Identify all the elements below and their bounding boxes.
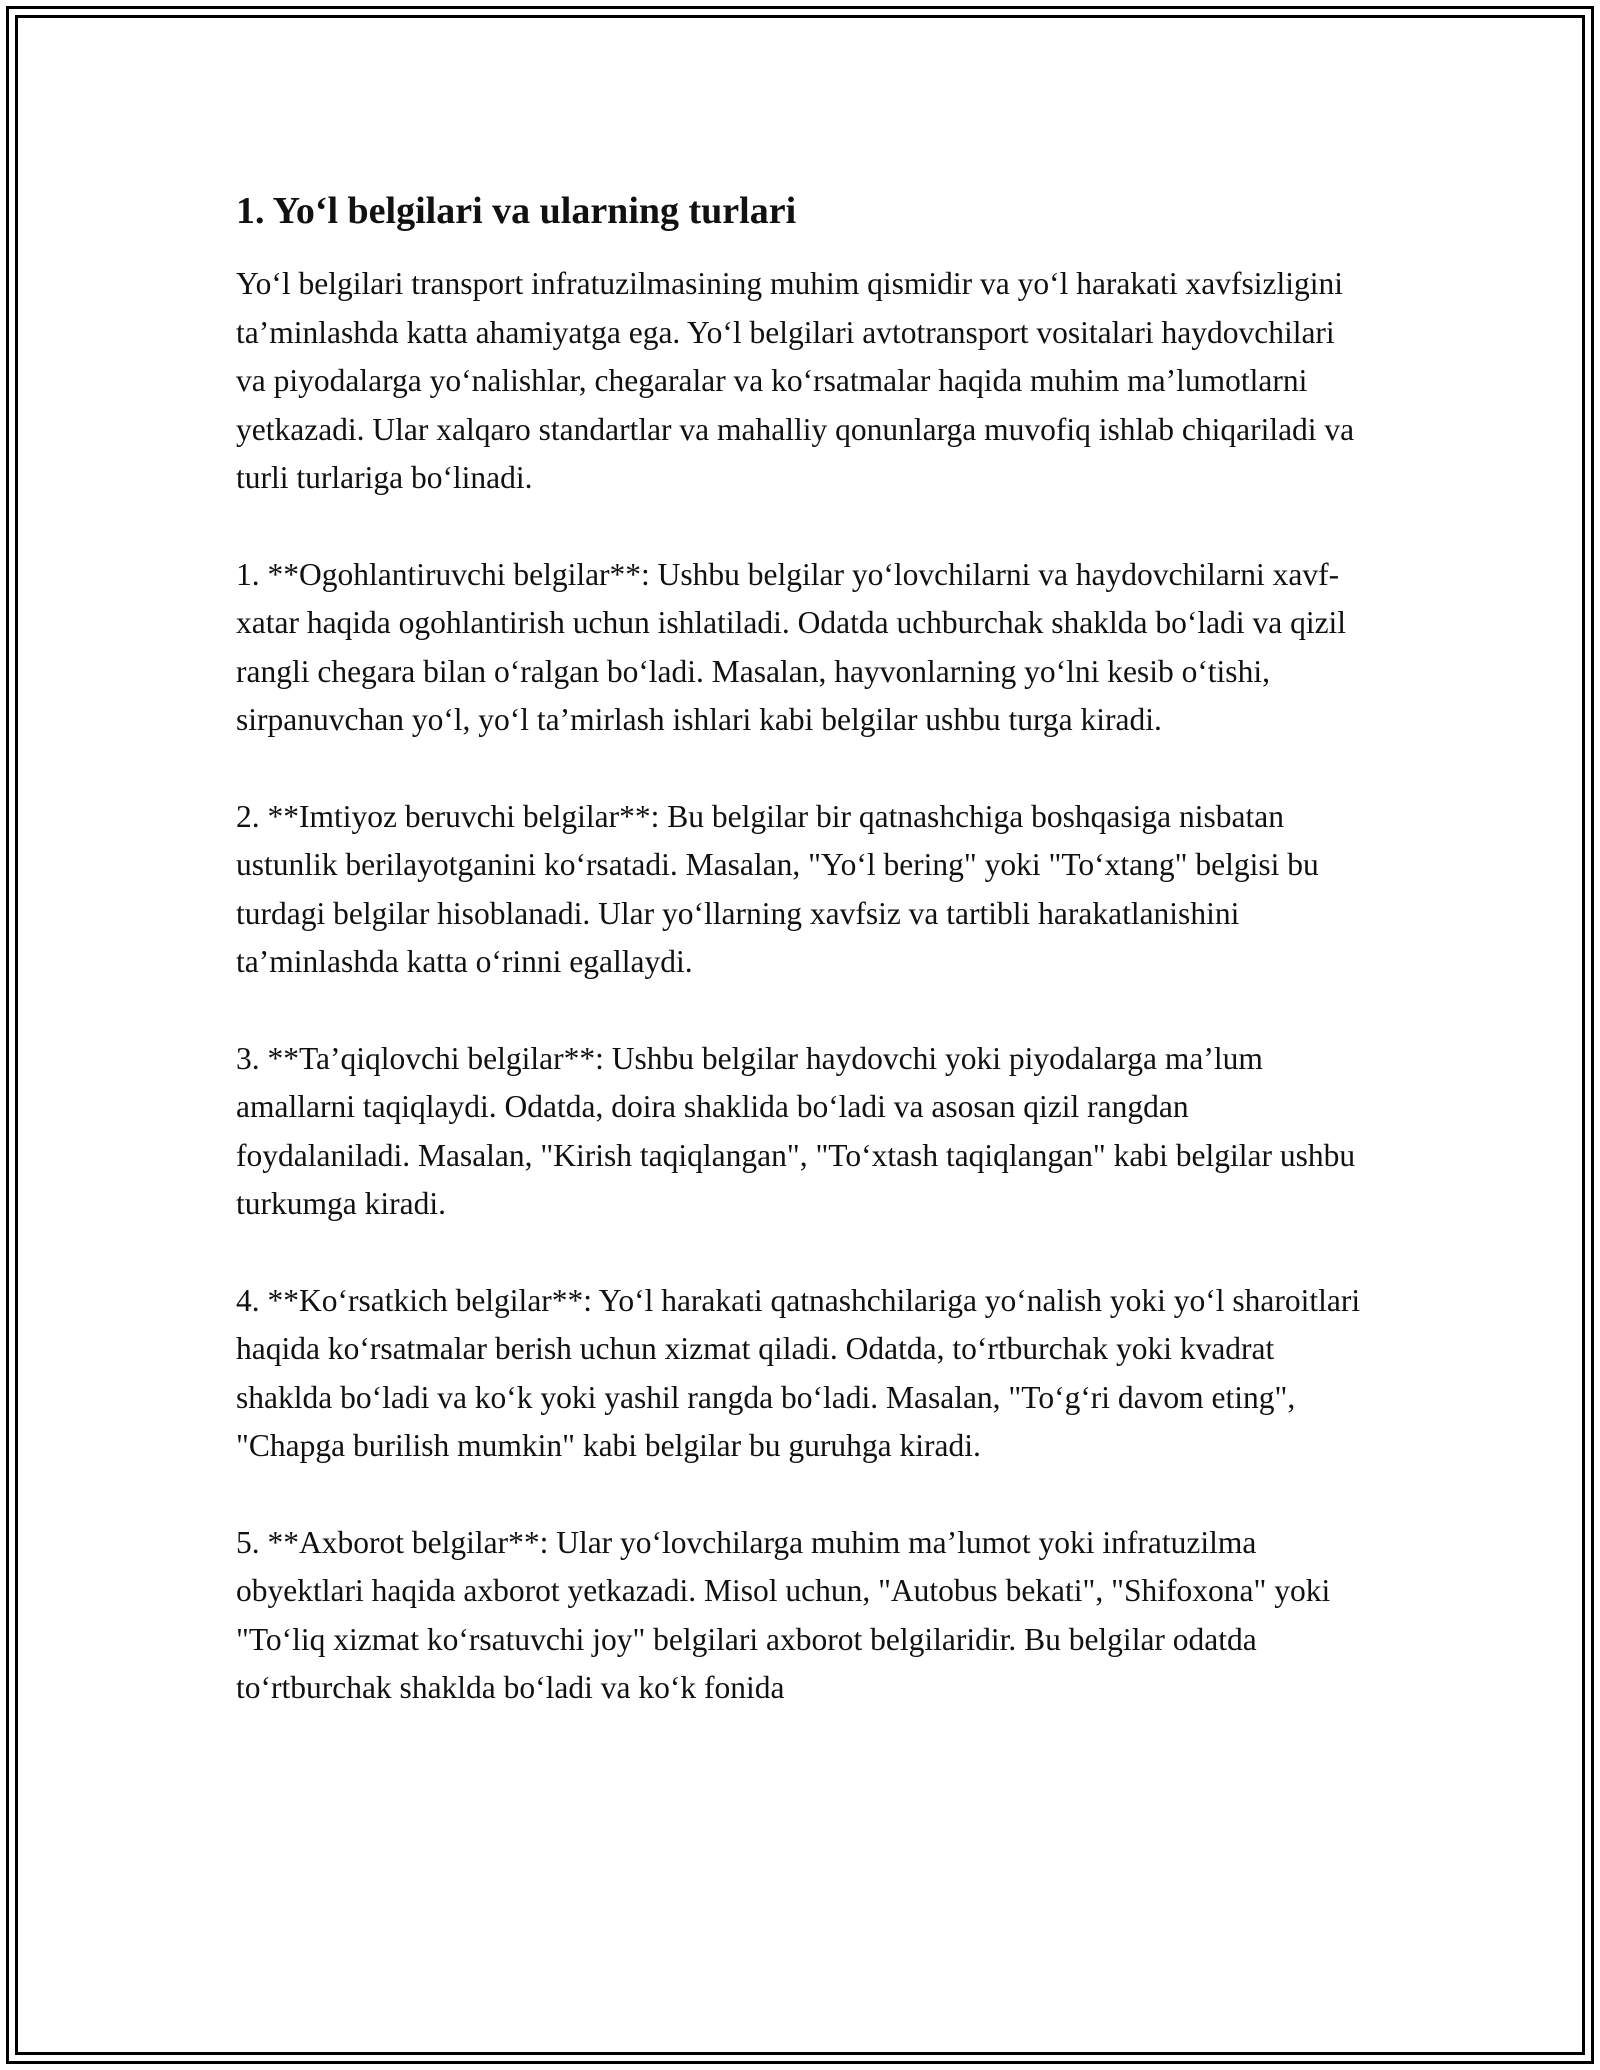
directional-signs-paragraph: 4. **Ko‘rsatkich belgilar**: Yo‘l harakati qatnashchilariga yo‘nalish yoki yo‘l sharoitlari haqida ko‘rsatmalar berish uchun xizmat qiladi. Odatda, to‘rtburchak yoki kvadrat shaklda bo‘ladi va ko‘k yoki yashil rangda bo‘ladi. Masalan, "To‘g‘ri davom eting", "Chapga burilish mumkin" kabi belgilar bu guruhga kiradi. <box>236 1282 1361 1463</box>
information-signs-paragraph: 5. **Axborot belgilar**: Ular yo‘lovchilarga muhim ma’lumot yoki infratuzilma obyektlari haqida axborot yetkazadi. Misol uchun, "Autobus bekati", "Shifoxona" yoki "To‘liq xizmat ko‘rsatuvchi joy" belgilari axborot belgilaridir. Bu belgilar odatda to‘rtburchak shaklda bo‘ladi va ko‘k fonida <box>236 1524 1331 1705</box>
priority-signs-paragraph: 2. **Imtiyoz beruvchi belgilar**: Bu belgilar bir qatnashchiga boshqasiga nisbatan ustunlik berilayotganini ko‘rsatadi. Masalan, "Yo‘l bering" yoki "To‘xtang" belgisi bu turdagi belgilar hisoblanadi. Ular yo‘llarning xavfsiz va tartibli harakatlanishini ta’minlashda katta o‘rinni egallaydi. <box>236 798 1319 979</box>
document-body <box>236 186 1366 1761</box>
intro-paragraph: Yo‘l belgilari transport infratuzilmasining muhim qismidir va yo‘l harakati xavfsizligini ta’minlashda katta ahamiyatga ega. Yo‘l belgilari avtotransport vositalari haydovchilari va piyodalarga yo‘nalishlar, chegaralar va ko‘rsatmalar haqida muhim ma’lumotlarni yetkazadi. Ular xalqaro standartlar va mahalliy qonunlarga muvofiq ishlab chiqariladi va turli turlariga bo‘linadi. <box>236 266 1355 495</box>
prohibitory-signs-paragraph: 3. **Ta’qiqlovchi belgilar**: Ushbu belgilar haydovchi yoki piyodalarga ma’lum amallarni taqiqlaydi. Odatda, doira shaklida bo‘ladi va asosan qizil rangdan foydalaniladi. Masalan, "Kirish taqiqlangan", "To‘xtash taqiqlangan" kabi belgilar ushbu turkumga kiradi. <box>236 1040 1356 1221</box>
section-heading: 1. Yo‘l belgilari va ularning turlari <box>236 190 797 232</box>
warning-signs-paragraph: 1. **Ogohlantiruvchi belgilar**: Ushbu belgilar yo‘lovchilarni va haydovchilarni xavf-xatar haqida ogohlantirish uchun ishlatiladi. Odatda uchburchak shaklda bo‘ladi va qizil rangli chegara bilan o‘ralgan bo‘ladi. Masalan, hayvonlarning yo‘lni kesib o‘tishi, sirpanuvchan yo‘l, yo‘l ta’mirlash ishlari kabi belgilar ushbu turga kiradi. <box>236 556 1347 737</box>
